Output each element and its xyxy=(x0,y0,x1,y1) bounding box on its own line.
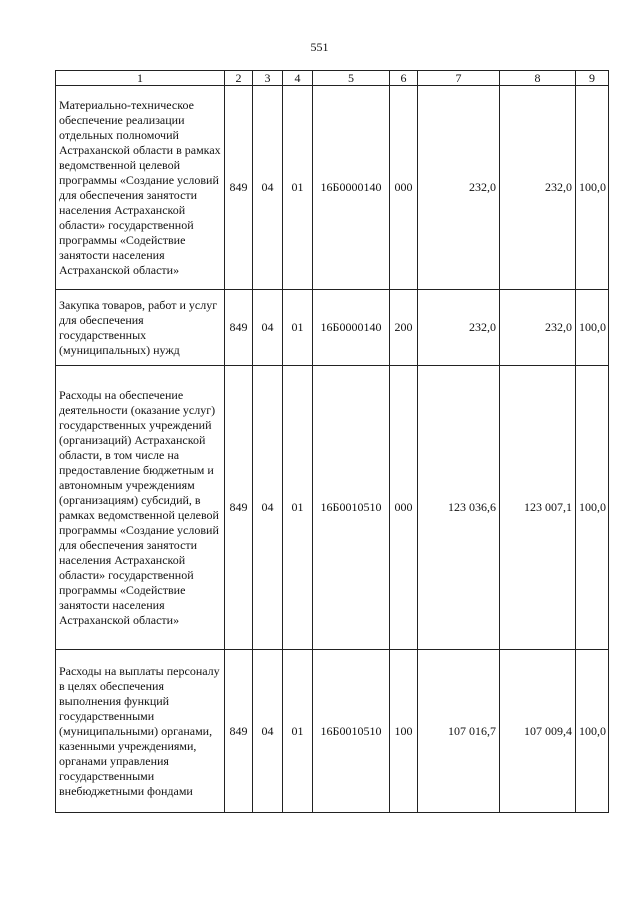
target-article-code: 16Б0010510 xyxy=(313,366,390,650)
budget-table xyxy=(55,70,609,813)
table-row xyxy=(56,366,609,650)
expense-type-code: 100 xyxy=(390,650,418,813)
subsection-code: 01 xyxy=(283,86,313,290)
subsection-code: 01 xyxy=(283,650,313,813)
column-header: 3 xyxy=(253,71,283,86)
subsection-code: 01 xyxy=(283,366,313,650)
execution-percent: 100,0 xyxy=(576,290,609,366)
executed-amount: 232,0 xyxy=(500,86,576,290)
executed-amount: 107 009,4 xyxy=(500,650,576,813)
expense-name: Закупка товаров, работ и услуг для обеспечения государственных (муниципальных) нужд xyxy=(56,290,225,366)
execution-percent: 100,0 xyxy=(576,86,609,290)
column-header: 9 xyxy=(576,71,609,86)
subsection-code: 01 xyxy=(283,290,313,366)
target-article-code: 16Б0010510 xyxy=(313,650,390,813)
execution-percent: 100,0 xyxy=(576,650,609,813)
planned-amount: 232,0 xyxy=(418,290,500,366)
ministry-code: 849 xyxy=(225,366,253,650)
expense-name: Материально-техническое обеспечение реализации отдельных полномочий Астраханской области в рамках ведомственной целевой программы «Создание условий для обеспечения занятости населения Астраханской области» государственной программы «Содействие занятости населения Астраханской области» xyxy=(56,86,225,290)
column-header: 1 xyxy=(56,71,225,86)
expense-type-code: 000 xyxy=(390,86,418,290)
column-header: 7 xyxy=(418,71,500,86)
planned-amount: 123 036,6 xyxy=(418,366,500,650)
column-header: 4 xyxy=(283,71,313,86)
column-header: 8 xyxy=(500,71,576,86)
expense-name: Расходы на выплаты персоналу в целях обеспечения выполнения функций государственными (муниципальными) органами, казенными учреждениями, органами управления государственными внебюджетными фондами xyxy=(56,650,225,813)
ministry-code: 849 xyxy=(225,290,253,366)
executed-amount: 123 007,1 xyxy=(500,366,576,650)
table-row xyxy=(56,86,609,290)
section-code: 04 xyxy=(253,650,283,813)
expense-type-code: 200 xyxy=(390,290,418,366)
ministry-code: 849 xyxy=(225,650,253,813)
executed-amount: 232,0 xyxy=(500,290,576,366)
planned-amount: 107 016,7 xyxy=(418,650,500,813)
section-code: 04 xyxy=(253,290,283,366)
target-article-code: 16Б0000140 xyxy=(313,290,390,366)
ministry-code: 849 xyxy=(225,86,253,290)
table-row xyxy=(56,650,609,813)
expense-type-code: 000 xyxy=(390,366,418,650)
execution-percent: 100,0 xyxy=(576,366,609,650)
section-code: 04 xyxy=(253,366,283,650)
table-header-row xyxy=(56,71,609,86)
target-article-code: 16Б0000140 xyxy=(313,86,390,290)
table-row xyxy=(56,290,609,366)
column-header: 6 xyxy=(390,71,418,86)
column-header: 2 xyxy=(225,71,253,86)
column-header: 5 xyxy=(313,71,390,86)
expense-name: Расходы на обеспечение деятельности (оказание услуг) государственных учреждений (организаций) Астраханской области, в том числе на предоставление бюджетным и автономным учреждениям (организациям) субсидий, в рамках ведомственной целевой программы «Создание условий для обеспечения занятости населения Астраханской области» государственной программы «Содействие занятости населения Астраханской области» xyxy=(56,366,225,650)
section-code: 04 xyxy=(253,86,283,290)
planned-amount: 232,0 xyxy=(418,86,500,290)
page-number: 551 xyxy=(310,40,329,54)
